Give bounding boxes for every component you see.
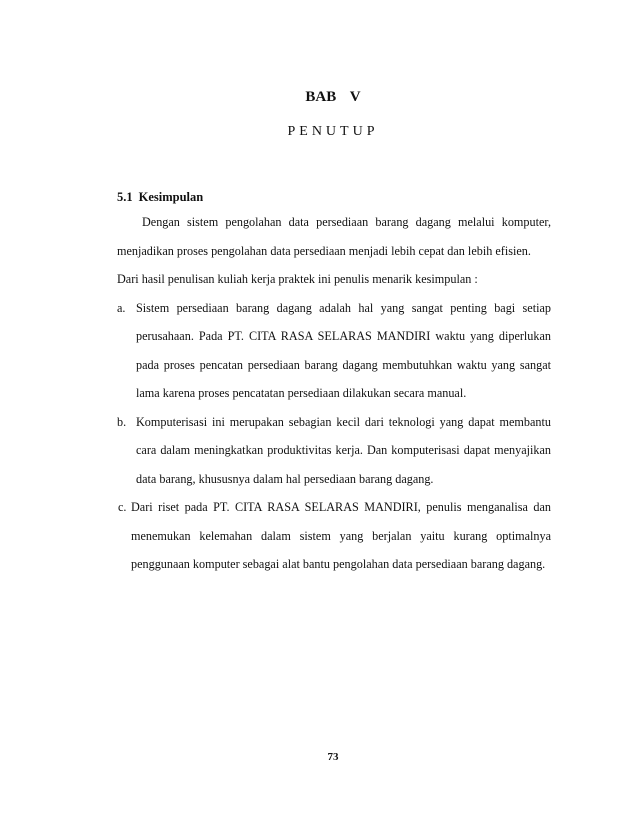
list-marker: b. bbox=[117, 414, 127, 429]
section-number: 5.1 bbox=[117, 190, 133, 204]
list-item-text: Dari riset pada PT. CITA RASA SELARAS MANDIRI, penulis menganalisa dan menemukan kelemahan dalam sistem yang berjalan yaitu kurang optimalnya penggunaan komputer sebagai alat bantu pengolahan data persediaan barang dagang. bbox=[131, 500, 551, 571]
intro-paragraph: Dengan sistem pengolahan data persediaan barang dagang melalui komputer, menjadikan proses pengolahan data persediaan menjadi lebih cepat dan lebih efisien. bbox=[117, 215, 551, 258]
page-number: 73 bbox=[327, 751, 339, 763]
lead-sentence: Dari hasil penulisan kuliah kerja praktek ini penulis menarik kesimpulan : bbox=[117, 272, 478, 286]
list-item bbox=[117, 294, 551, 408]
conclusion-list bbox=[117, 294, 551, 579]
section-title: Kesimpulan bbox=[138, 190, 204, 204]
chapter-title: PENUTUP bbox=[287, 124, 379, 139]
list-marker: c. bbox=[118, 500, 127, 514]
list-item-text: Sistem persediaan barang dagang adalah hal yang sangat penting bagi setiap perusahaan. Pada PT. CITA RASA SELARAS MANDIRI waktu yang diperlukan pada proses pencatan persediaan barang dagang membutuhkan waktu yang sangat lama karena proses pencatatan persediaan dilakukan secara manual. bbox=[136, 300, 551, 400]
list-item bbox=[117, 493, 551, 579]
section-body bbox=[117, 208, 551, 579]
chapter-label: BAB V bbox=[305, 89, 361, 105]
list-marker: a. bbox=[117, 300, 126, 315]
list-item-text: Komputerisasi ini merupakan sebagian kecil dari teknologi yang dapat membantu cara dalam meningkatkan produktivitas kerja. Dan komputerisasi dapat menyajikan data barang, khususnya dalam hal persediaan barang dagang. bbox=[136, 414, 551, 486]
list-item bbox=[117, 408, 551, 494]
section-heading bbox=[117, 190, 203, 205]
